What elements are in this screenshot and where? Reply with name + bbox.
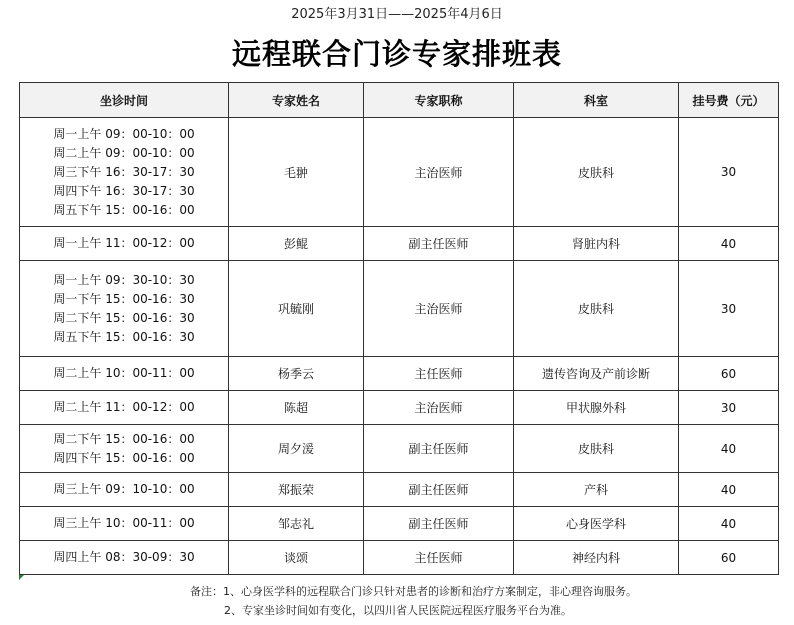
time-cell <box>20 357 229 391</box>
table-row <box>20 357 779 391</box>
time-slot: 周二下午 15：00-16：00 <box>53 431 195 446</box>
expert-title-cell: 副主任医师 <box>364 227 514 261</box>
column-header-department: 科室 <box>514 83 679 118</box>
expert-title-cell: 副主任医师 <box>364 507 514 541</box>
fee-cell: 40 <box>679 425 779 473</box>
fee-cell: 40 <box>679 227 779 261</box>
expert-name-cell: 巩毓刚 <box>229 261 364 357</box>
fee-cell: 60 <box>679 541 779 575</box>
time-slot: 周三下午 16：30-17：30 <box>53 164 195 179</box>
expert-title-cell: 副主任医师 <box>364 425 514 473</box>
department-cell: 心身医学科 <box>514 507 679 541</box>
time-slot: 周二上午 09：00-10：00 <box>53 145 195 160</box>
schedule-table <box>19 82 779 575</box>
expert-name-cell: 邹志礼 <box>229 507 364 541</box>
department-cell: 神经内科 <box>514 541 679 575</box>
department-cell: 产科 <box>514 473 679 507</box>
column-header-title: 专家职称 <box>364 83 514 118</box>
department-cell: 皮肤科 <box>514 118 679 227</box>
time-cell <box>20 261 229 357</box>
fee-cell: 60 <box>679 357 779 391</box>
time-slot: 周四上午 08：30-09：30 <box>53 550 195 564</box>
page-title: 远程联合门诊专家排班表 <box>231 37 562 71</box>
expert-title-cell: 主治医师 <box>364 118 514 227</box>
expert-title-cell: 主治医师 <box>364 391 514 425</box>
column-header-name: 专家姓名 <box>229 83 364 118</box>
table-row <box>20 391 779 425</box>
time-slot: 周三上午 10：00-11：00 <box>53 516 195 530</box>
table-header-row <box>20 83 779 118</box>
time-slot: 周二下午 15：00-16：30 <box>53 310 195 325</box>
time-slot: 周二上午 10：00-11：00 <box>53 366 195 380</box>
time-slot: 周五下午 15：00-16：30 <box>53 329 195 344</box>
time-cell <box>20 507 229 541</box>
table-row <box>20 118 779 227</box>
table-row <box>20 541 779 575</box>
expert-title-cell: 主任医师 <box>364 541 514 575</box>
column-header-time: 坐诊时间 <box>20 83 229 118</box>
time-slot: 周四下午 16：30-17：30 <box>53 183 195 198</box>
expert-name-cell: 陈超 <box>229 391 364 425</box>
expert-title-cell: 主治医师 <box>364 261 514 357</box>
cell-corner-marker <box>19 575 24 580</box>
fee-cell: 30 <box>679 391 779 425</box>
expert-title-cell: 副主任医师 <box>364 473 514 507</box>
department-cell: 肾脏内科 <box>514 227 679 261</box>
column-header-fee: 挂号费（元） <box>679 83 779 118</box>
department-cell: 遗传咨询及产前诊断 <box>514 357 679 391</box>
table-row <box>20 507 779 541</box>
fee-cell: 30 <box>679 118 779 227</box>
time-cell <box>20 118 229 227</box>
expert-name-cell: 周夕湲 <box>229 425 364 473</box>
fee-cell: 40 <box>679 507 779 541</box>
expert-name-cell: 毛翀 <box>229 118 364 227</box>
time-cell <box>20 425 229 473</box>
fee-cell: 40 <box>679 473 779 507</box>
time-slot: 周四下午 15：00-16：00 <box>53 450 195 465</box>
department-cell: 甲状腺外科 <box>514 391 679 425</box>
table-row <box>20 425 779 473</box>
time-slot: 周五下午 15：00-16：00 <box>53 202 195 217</box>
time-slot: 周一上午 11：00-12：00 <box>53 236 195 250</box>
note-line-1: 备注：1、心身医学科的远程联合门诊只针对患者的诊断和治疗方案制定，非心理咨询服务。 <box>190 585 637 598</box>
expert-name-cell: 谈颂 <box>229 541 364 575</box>
time-cell <box>20 391 229 425</box>
time-slot: 周一下午 15：00-16：30 <box>53 291 195 306</box>
time-slot: 周一上午 09：00-10：00 <box>53 126 195 141</box>
expert-name-cell: 郑振荣 <box>229 473 364 507</box>
time-cell <box>20 541 229 575</box>
time-cell <box>20 227 229 261</box>
department-cell: 皮肤科 <box>514 261 679 357</box>
footnotes <box>190 582 637 620</box>
fee-cell: 30 <box>679 261 779 357</box>
time-slot: 周一上午 09：30-10：30 <box>53 272 195 287</box>
expert-name-cell: 彭鲲 <box>229 227 364 261</box>
time-cell <box>20 473 229 507</box>
department-cell: 皮肤科 <box>514 425 679 473</box>
time-slot: 周三上午 09：10-10：00 <box>53 482 195 496</box>
table-row <box>20 227 779 261</box>
note-line-2: 2、专家坐诊时间如有变化，以四川省人民医院远程医疗服务平台为准。 <box>224 604 572 617</box>
table-row <box>20 473 779 507</box>
expert-name-cell: 杨季云 <box>229 357 364 391</box>
table-row <box>20 261 779 357</box>
date-range: 2025年3月31日——2025年4月6日 <box>291 7 503 22</box>
time-slot: 周二上午 11：00-12：00 <box>53 400 195 414</box>
expert-title-cell: 主任医师 <box>364 357 514 391</box>
